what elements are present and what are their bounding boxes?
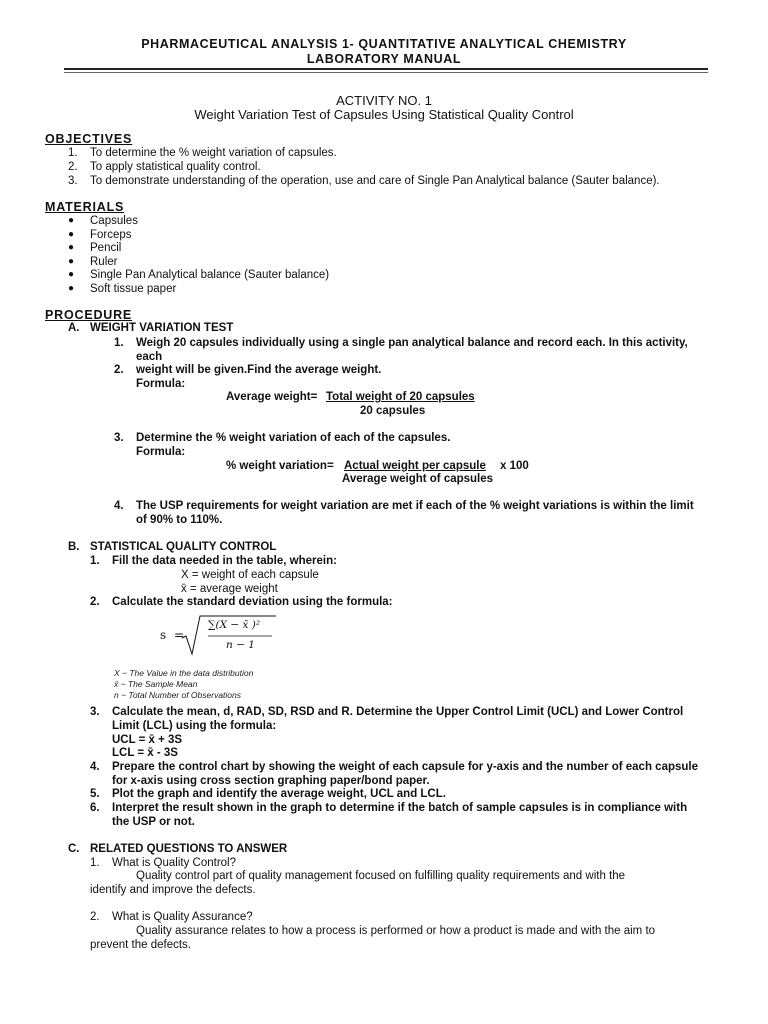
step-number: 5. (90, 788, 100, 800)
sd-formula-numerator: ∑(X − x̄ )² (208, 619, 261, 631)
header-rule-thick (64, 68, 708, 70)
step-text: weight will be given.Find the average weight. (136, 364, 382, 376)
answer-text: prevent the defects. (90, 939, 192, 951)
answer-text: Quality control part of quality management focused on fulfilling quality requirements and with the (136, 870, 626, 882)
sd-formula (158, 614, 308, 656)
sd-formula-denominator: n − 1 (226, 639, 255, 651)
bullet-icon: ● (68, 283, 75, 294)
formula-numerator: Total weight of 20 capsules (326, 391, 475, 403)
step-number: 2. (90, 596, 100, 608)
bullet-icon: ● (68, 242, 75, 253)
material-item: Single Pan Analytical balance (Sauter balance) (90, 269, 330, 281)
step-text: Calculate the standard deviation using the formula: (112, 596, 393, 608)
objective-number: 1. (68, 147, 78, 159)
step-text: Limit (LCL) using the formula: (112, 720, 277, 732)
step-text: Calculate the mean, d, RAD, SD, RSD and R. Determine the Upper Control Limit (UCL) and Lower Control (112, 706, 684, 718)
step-text: Weigh 20 capsules individually using a single pan analytical balance and record each. In this activity, (136, 337, 688, 349)
definition-xbar: x̄ = average weight (181, 583, 278, 595)
bullet-icon: ● (68, 229, 75, 240)
formula-numerator: Actual weight per capsule (344, 460, 486, 472)
definition-x: X = weight of each capsule (181, 569, 319, 581)
activity-title: Weight Variation Test of Capsules Using Statistical Quality Control (194, 107, 574, 122)
answer-text: identify and improve the defects. (90, 884, 256, 896)
ucl-formula: UCL = x̄ + 3S (112, 734, 183, 746)
step-number: 2. (114, 364, 124, 376)
step-text: Plot the graph and identify the average weight, UCL and LCL. (112, 788, 446, 800)
activity-number: ACTIVITY NO. 1 (336, 93, 432, 108)
material-item: Soft tissue paper (90, 283, 177, 295)
step-text: Interpret the result shown in the graph to determine if the batch of sample capsules is in compliance with (112, 802, 688, 814)
step-text: each (136, 351, 163, 363)
header-rule-thin (64, 72, 708, 73)
section-c-label: C. (68, 843, 80, 855)
objective-number: 2. (68, 161, 78, 173)
sd-formula-s: s (160, 628, 167, 642)
legend-n: n − Total Number of Observations (114, 690, 242, 700)
question-number: 2. (90, 911, 100, 923)
objective-item: To demonstrate understanding of the operation, use and care of Single Pan Analytical balance (Sauter balance). (90, 175, 660, 187)
formula-label: Formula: (136, 446, 186, 458)
question-text: What is Quality Control? (112, 857, 236, 869)
step-number: 4. (114, 500, 124, 512)
section-a-title: WEIGHT VARIATION TEST (90, 322, 234, 334)
material-item: Capsules (90, 215, 138, 227)
step-text: for x-axis using cross section graphing paper/bond paper. (112, 775, 430, 787)
step-number: 1. (90, 555, 100, 567)
step-text: Prepare the control chart by showing the weight of each capsule for y-axis and the number of each capsule (112, 761, 698, 773)
procedure-heading: PROCEDURE (45, 308, 133, 322)
section-b-title: STATISTICAL QUALITY CONTROL (90, 541, 277, 553)
step-number: 4. (90, 761, 100, 773)
bullet-icon: ● (68, 256, 75, 267)
lcl-formula: LCL = x̄ - 3S (112, 747, 178, 759)
step-text: of 90% to 110%. (136, 514, 223, 526)
step-text: The USP requirements for weight variation are met if each of the % weight variations is within the limit (136, 500, 694, 512)
step-number: 3. (90, 706, 100, 718)
material-item: Pencil (90, 242, 122, 254)
manual-course-title: PHARMACEUTICAL ANALYSIS 1- QUANTITATIVE ANALYTICAL CHEMISTRY (141, 37, 627, 51)
section-b-label: B. (68, 541, 80, 553)
objective-number: 3. (68, 175, 78, 187)
formula-denominator: Average weight of capsules (342, 473, 494, 485)
formula-denominator: 20 capsules (360, 405, 426, 417)
step-number: 1. (114, 337, 124, 349)
step-text: the USP or not. (112, 816, 195, 828)
bullet-icon: ● (68, 215, 75, 226)
step-text: Determine the % weight variation of each of the capsules. (136, 432, 451, 444)
formula-lhs: % weight variation= (226, 460, 334, 472)
section-a-label: A. (68, 322, 80, 334)
manual-subtitle: LABORATORY MANUAL (306, 52, 462, 66)
bullet-icon: ● (68, 269, 75, 280)
answer-text: Quality assurance relates to how a process is performed or how a product is made and with the aim to (136, 925, 656, 937)
objective-item: To determine the % weight variation of capsules. (90, 147, 337, 159)
objectives-heading: OBJECTIVES (45, 132, 133, 146)
question-number: 1. (90, 857, 100, 869)
formula-label: Formula: (136, 378, 186, 390)
materials-heading: MATERIALS (45, 200, 125, 214)
legend-x: X − The Value in the data distribution (114, 668, 254, 678)
formula-multiplier: x 100 (500, 460, 529, 472)
section-c-title: RELATED QUESTIONS TO ANSWER (90, 843, 288, 855)
step-number: 6. (90, 802, 100, 814)
objective-item: To apply statistical quality control. (90, 161, 261, 173)
step-text: Fill the data needed in the table, wherein: (112, 555, 337, 567)
material-item: Forceps (90, 229, 132, 241)
question-text: What is Quality Assurance? (112, 911, 253, 923)
legend-xbar: x̄ − The Sample Mean (114, 679, 198, 689)
material-item: Ruler (90, 256, 118, 268)
formula-lhs: Average weight= (226, 391, 318, 403)
step-number: 3. (114, 432, 124, 444)
sd-formula-equals: = (174, 628, 185, 642)
